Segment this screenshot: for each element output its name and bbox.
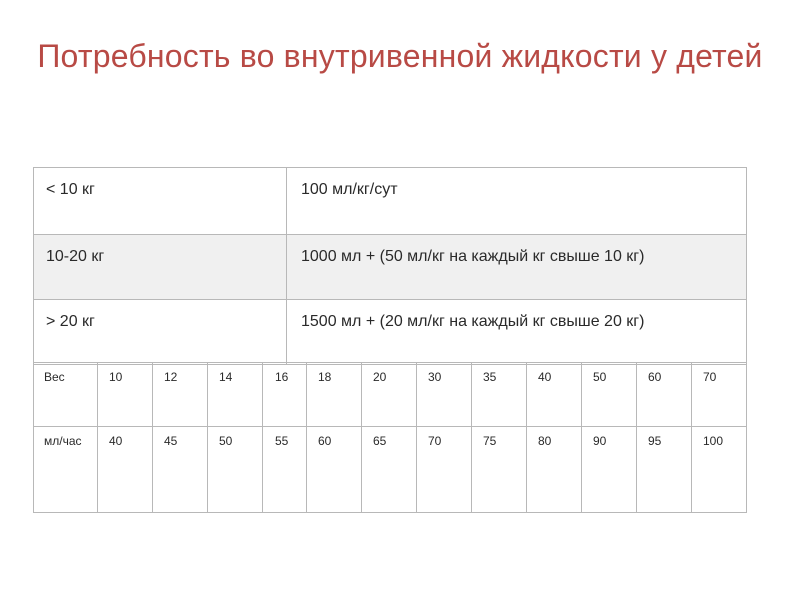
weight-rate-table [33, 362, 747, 513]
weight-value: 14 [208, 363, 263, 427]
weight-cell: 10-20 кг [34, 235, 287, 300]
row-header-rate: мл/час [34, 427, 98, 513]
weight-value: 50 [582, 363, 637, 427]
fluid-rules-table [33, 167, 747, 365]
weight-value: 35 [472, 363, 527, 427]
weight-value: 18 [307, 363, 362, 427]
rate-value: 65 [362, 427, 417, 513]
rate-value: 55 [263, 427, 307, 513]
slide-title: Потребность во внутривенной жидкости у детей [37, 38, 763, 74]
rate-value: 45 [153, 427, 208, 513]
row-header-weight: Вес [34, 363, 98, 427]
weight-value: 30 [417, 363, 472, 427]
table-row [34, 300, 747, 365]
weight-cell: < 10 кг [34, 168, 287, 235]
weight-value: 70 [692, 363, 747, 427]
rate-value: 80 [527, 427, 582, 513]
volume-cell: 100 мл/кг/сут [287, 168, 747, 235]
volume-cell: 1500 мл + (20 мл/кг на каждый кг свыше 20 кг) [287, 300, 747, 365]
table-row-rate [34, 427, 747, 513]
rate-value: 75 [472, 427, 527, 513]
rate-value: 40 [98, 427, 153, 513]
weight-value: 16 [263, 363, 307, 427]
rate-value: 50 [208, 427, 263, 513]
rate-value: 90 [582, 427, 637, 513]
table-row [34, 235, 747, 300]
weight-value: 40 [527, 363, 582, 427]
table-row-weight [34, 363, 747, 427]
volume-cell: 1000 мл + (50 мл/кг на каждый кг свыше 10 кг) [287, 235, 747, 300]
weight-value: 60 [637, 363, 692, 427]
weight-value: 20 [362, 363, 417, 427]
table-row [34, 168, 747, 235]
weight-value: 10 [98, 363, 153, 427]
weight-cell: > 20 кг [34, 300, 287, 365]
rate-value: 100 [692, 427, 747, 513]
rate-value: 95 [637, 427, 692, 513]
rate-value: 70 [417, 427, 472, 513]
weight-value: 12 [153, 363, 208, 427]
rate-value: 60 [307, 427, 362, 513]
